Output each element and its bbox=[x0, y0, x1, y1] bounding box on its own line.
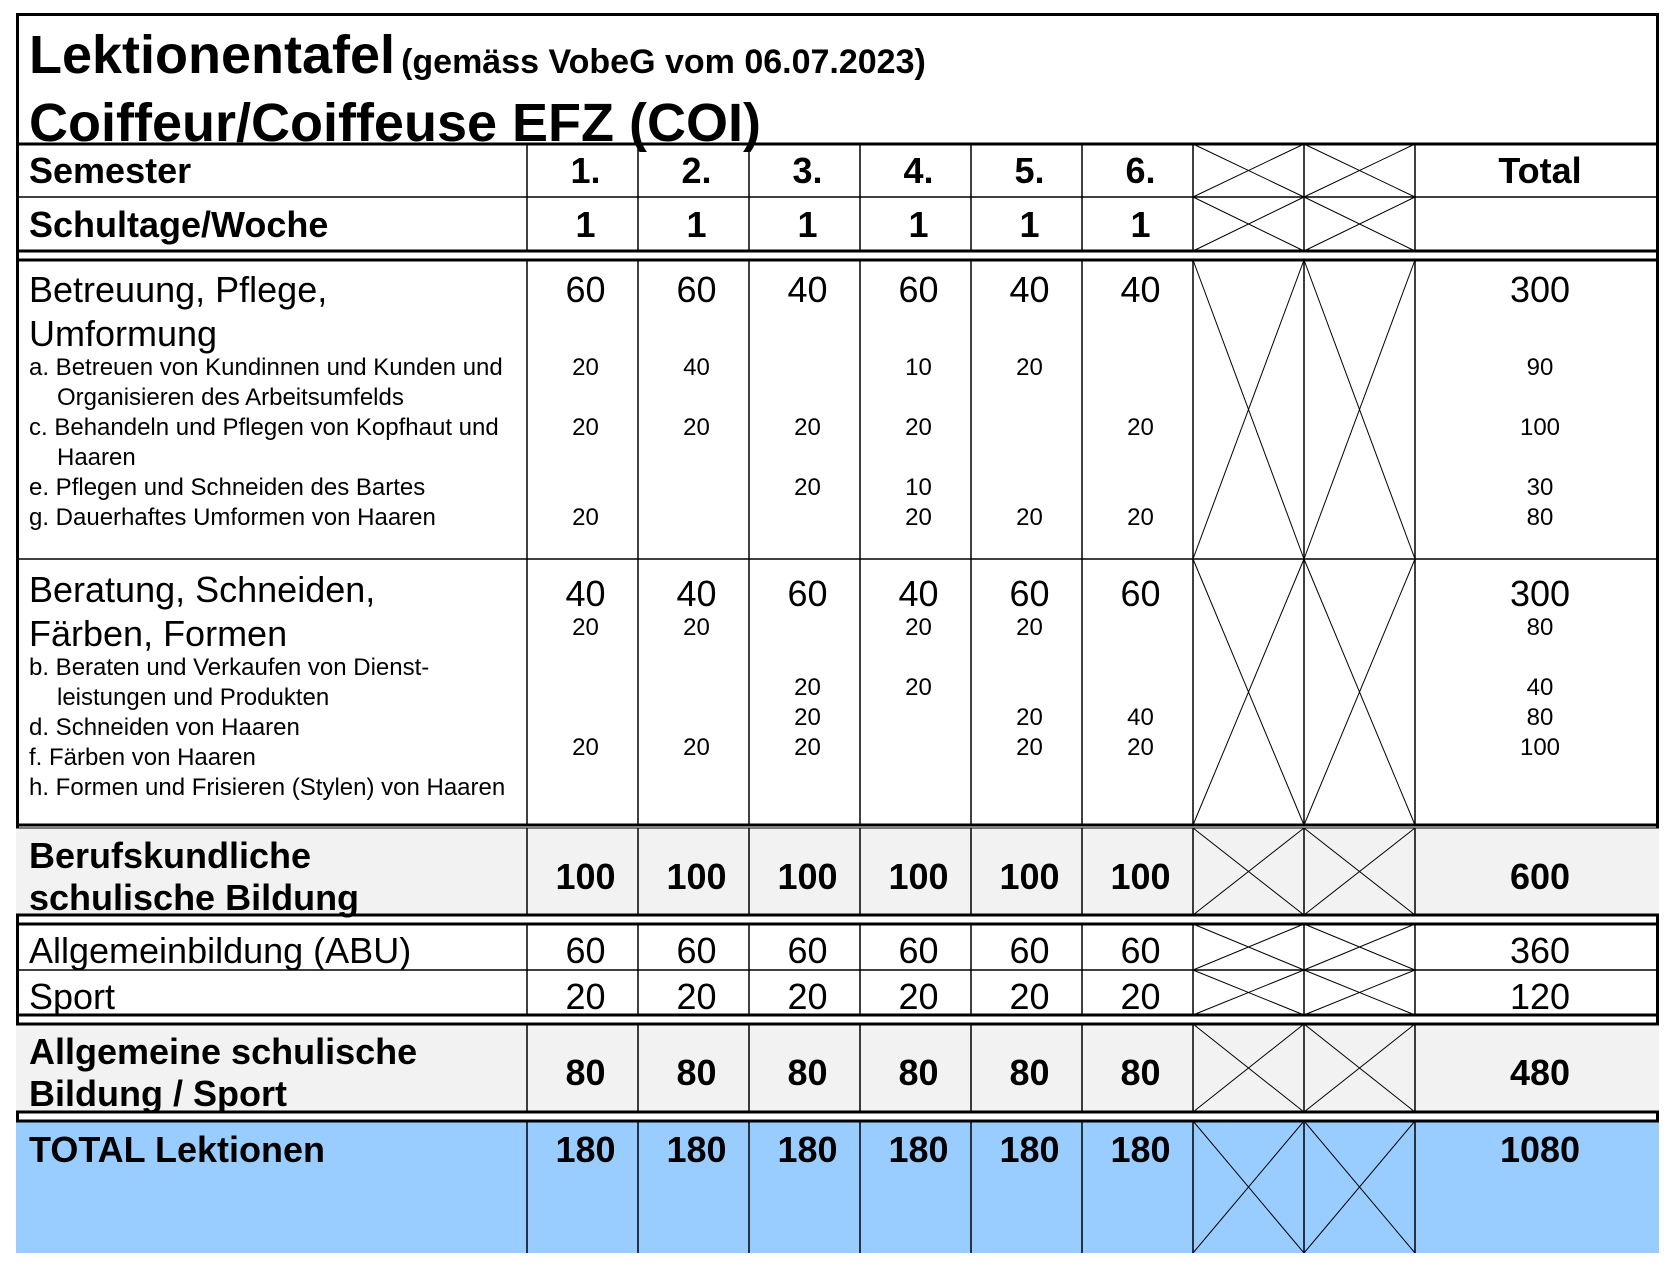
bpu-item-2-sem-3: 20 bbox=[794, 474, 821, 501]
grand-total: 1080 bbox=[1499, 1129, 1581, 1170]
bk-total: 600 bbox=[1509, 856, 1571, 897]
bpu-item-1-label: c. Behandeln und Pflegen von Kopfhaut und bbox=[29, 414, 499, 441]
semester-label: Semester bbox=[29, 150, 192, 191]
semester-header-2: 2. bbox=[681, 150, 712, 191]
bk-value-sem-3: 100 bbox=[777, 856, 838, 897]
allg-value-sem-5: 80 bbox=[1009, 1052, 1050, 1093]
semester-header-1: 1. bbox=[570, 150, 601, 191]
abu-value-sem-2: 60 bbox=[676, 930, 717, 971]
bk-value-sem-1: 100 bbox=[555, 856, 616, 897]
bpu-item-0-sem-2: 40 bbox=[683, 354, 710, 381]
sport-value-sem-5: 20 bbox=[1009, 976, 1050, 1017]
bsff-title-line1: Beratung, Schneiden, bbox=[29, 569, 376, 610]
schooldays-sem-6: 1 bbox=[1130, 204, 1151, 245]
bpu-item-3-label: g. Dauerhaftes Umformen von Haaren bbox=[29, 504, 436, 531]
bsff-row-0-sem-5: 20 bbox=[1016, 614, 1043, 641]
bk-title-line1: Berufskundliche bbox=[29, 835, 312, 876]
bpu-item-2-total: 30 bbox=[1526, 474, 1554, 501]
bk-value-sem-2: 100 bbox=[666, 856, 727, 897]
bsff-row-2-sem-5: 20 bbox=[1016, 704, 1043, 731]
bsff-row-3-sem-3: 20 bbox=[794, 734, 821, 761]
sport-total: 120 bbox=[1509, 976, 1571, 1017]
bsff-row-2-total: 80 bbox=[1526, 704, 1554, 731]
abu-value-sem-4: 60 bbox=[898, 930, 939, 971]
bpu-value-sem-4: 60 bbox=[898, 269, 939, 310]
bpu-item-1-sem-4: 20 bbox=[905, 414, 932, 441]
bsff-row-3-sem-6: 20 bbox=[1127, 734, 1154, 761]
allg-value-sem-6: 80 bbox=[1120, 1052, 1161, 1093]
bsff-row-3-sem-5: 20 bbox=[1016, 734, 1043, 761]
allg-value-sem-3: 80 bbox=[787, 1052, 828, 1093]
sport-value-sem-1: 20 bbox=[565, 976, 606, 1017]
allg-value-sem-4: 80 bbox=[898, 1052, 939, 1093]
bpu-item-0-label-cont: Organisieren des Arbeitsumfelds bbox=[57, 384, 404, 411]
allg-total: 480 bbox=[1509, 1052, 1571, 1093]
bpu-item-0-label: a. Betreuen von Kundinnen und Kunden und bbox=[29, 354, 503, 381]
bpu-value-sem-5: 40 bbox=[1009, 269, 1050, 310]
bpu-item-3-sem-6: 20 bbox=[1127, 504, 1154, 531]
semester-header-3: 3. bbox=[792, 150, 823, 191]
bpu-item-1-label-cont: Haaren bbox=[57, 444, 136, 471]
bpu-item-2-label: e. Pflegen und Schneiden des Bartes bbox=[29, 474, 426, 501]
bsff-total: 300 bbox=[1509, 573, 1571, 614]
bpu-item-3-sem-1: 20 bbox=[572, 504, 599, 531]
bpu-title-line2: Umformung bbox=[29, 313, 218, 354]
allg-title-line1: Allgemeine schulische bbox=[29, 1031, 418, 1072]
bsff-item-0-label: b. Beraten und Verkaufen von Dienst- bbox=[29, 654, 430, 681]
bsff-value-sem-3: 60 bbox=[787, 573, 828, 614]
lesson-table-sheet bbox=[16, 13, 1659, 1253]
schooldays-sem-4: 1 bbox=[908, 204, 929, 245]
bsff-value-sem-1: 40 bbox=[565, 573, 606, 614]
abu-value-sem-6: 60 bbox=[1120, 930, 1161, 971]
sport-value-sem-6: 20 bbox=[1120, 976, 1161, 1017]
sport-value-sem-3: 20 bbox=[787, 976, 828, 1017]
bpu-item-0-sem-5: 20 bbox=[1016, 354, 1043, 381]
bsff-item-3-label: h. Formen und Frisieren (Stylen) von Haaren bbox=[29, 774, 506, 801]
bsff-row-2-sem-6: 40 bbox=[1127, 704, 1154, 731]
total-title: TOTAL Lektionen bbox=[29, 1129, 326, 1170]
bsff-title-line2: Färben, Formen bbox=[29, 613, 288, 654]
bsff-row-3-sem-1: 20 bbox=[572, 734, 599, 761]
total-value-sem-2: 180 bbox=[666, 1129, 727, 1170]
bpu-item-3-sem-5: 20 bbox=[1016, 504, 1043, 531]
total-value-sem-5: 180 bbox=[999, 1129, 1060, 1170]
bsff-item-2-label: f. Färben von Haaren bbox=[29, 744, 256, 771]
total-header: Total bbox=[1498, 150, 1582, 191]
bpu-value-sem-2: 60 bbox=[676, 269, 717, 310]
allg-title-line2: Bildung / Sport bbox=[29, 1073, 287, 1114]
bsff-item-1-label: d. Schneiden von Haaren bbox=[29, 714, 300, 741]
schooldays-sem-2: 1 bbox=[686, 204, 707, 245]
bpu-title-line1: Betreuung, Pflege, bbox=[29, 269, 328, 310]
total-value-sem-4: 180 bbox=[888, 1129, 949, 1170]
bsff-item-0-label-cont: leistungen und Produkten bbox=[57, 684, 330, 711]
bpu-total: 300 bbox=[1509, 269, 1571, 310]
bpu-item-1-sem-6: 20 bbox=[1127, 414, 1154, 441]
schooldays-sem-3: 1 bbox=[797, 204, 818, 245]
bpu-item-0-sem-4: 10 bbox=[905, 354, 932, 381]
bpu-item-0-sem-1: 20 bbox=[572, 354, 599, 381]
semester-header-4: 4. bbox=[903, 150, 934, 191]
bpu-item-0-total: 90 bbox=[1526, 354, 1554, 381]
bpu-item-1-sem-3: 20 bbox=[794, 414, 821, 441]
bpu-value-sem-6: 40 bbox=[1120, 269, 1161, 310]
bsff-value-sem-4: 40 bbox=[898, 573, 939, 614]
semester-header-6: 6. bbox=[1125, 150, 1156, 191]
bsff-row-0-total: 80 bbox=[1526, 614, 1554, 641]
bsff-value-sem-2: 40 bbox=[676, 573, 717, 614]
semester-header-5: 5. bbox=[1014, 150, 1045, 191]
bpu-item-3-sem-4: 20 bbox=[905, 504, 932, 531]
bsff-row-0-sem-2: 20 bbox=[683, 614, 710, 641]
bpu-value-sem-1: 60 bbox=[565, 269, 606, 310]
abu-value-sem-3: 60 bbox=[787, 930, 828, 971]
bpu-item-1-sem-1: 20 bbox=[572, 414, 599, 441]
bk-value-sem-5: 100 bbox=[999, 856, 1060, 897]
bsff-row-0-sem-1: 20 bbox=[572, 614, 599, 641]
total-value-sem-1: 180 bbox=[555, 1129, 616, 1170]
profession-title: Coiffeur/Coiffeuse EFZ (COI) bbox=[29, 93, 761, 153]
bpu-item-3-total: 80 bbox=[1526, 504, 1554, 531]
allg-value-sem-1: 80 bbox=[565, 1052, 606, 1093]
schooldays-sem-5: 1 bbox=[1019, 204, 1040, 245]
bk-value-sem-6: 100 bbox=[1110, 856, 1171, 897]
total-value-sem-6: 180 bbox=[1110, 1129, 1171, 1170]
schooldays-sem-1: 1 bbox=[575, 204, 596, 245]
sport-value-sem-4: 20 bbox=[898, 976, 939, 1017]
abu-value-sem-1: 60 bbox=[565, 930, 606, 971]
abu-title: Allgemeinbildung (ABU) bbox=[29, 930, 412, 971]
allg-value-sem-2: 80 bbox=[676, 1052, 717, 1093]
abu-total: 360 bbox=[1509, 930, 1571, 971]
bsff-row-1-sem-4: 20 bbox=[905, 674, 932, 701]
page-title: Lektionentafel bbox=[29, 25, 396, 85]
bsff-row-3-total: 100 bbox=[1519, 734, 1561, 761]
abu-value-sem-5: 60 bbox=[1009, 930, 1050, 971]
sport-value-sem-2: 20 bbox=[676, 976, 717, 1017]
bpu-item-2-sem-4: 10 bbox=[905, 474, 932, 501]
schooldays-label: Schultage/Woche bbox=[29, 204, 329, 245]
bsff-value-sem-5: 60 bbox=[1009, 573, 1050, 614]
bsff-row-0-sem-4: 20 bbox=[905, 614, 932, 641]
bpu-item-1-total: 100 bbox=[1519, 414, 1561, 441]
sport-title: Sport bbox=[29, 976, 116, 1017]
bsff-row-1-total: 40 bbox=[1526, 674, 1554, 701]
bk-title-line2: schulische Bildung bbox=[29, 877, 360, 918]
bpu-item-1-sem-2: 20 bbox=[683, 414, 710, 441]
total-value-sem-3: 180 bbox=[777, 1129, 838, 1170]
bpu-value-sem-3: 40 bbox=[787, 269, 828, 310]
bk-value-sem-4: 100 bbox=[888, 856, 949, 897]
bsff-row-3-sem-2: 20 bbox=[683, 734, 710, 761]
bsff-row-2-sem-3: 20 bbox=[794, 704, 821, 731]
page-subtitle: (gemäss VobeG vom 06.07.2023) bbox=[401, 43, 926, 81]
bsff-value-sem-6: 60 bbox=[1120, 573, 1161, 614]
bsff-row-1-sem-3: 20 bbox=[794, 674, 821, 701]
